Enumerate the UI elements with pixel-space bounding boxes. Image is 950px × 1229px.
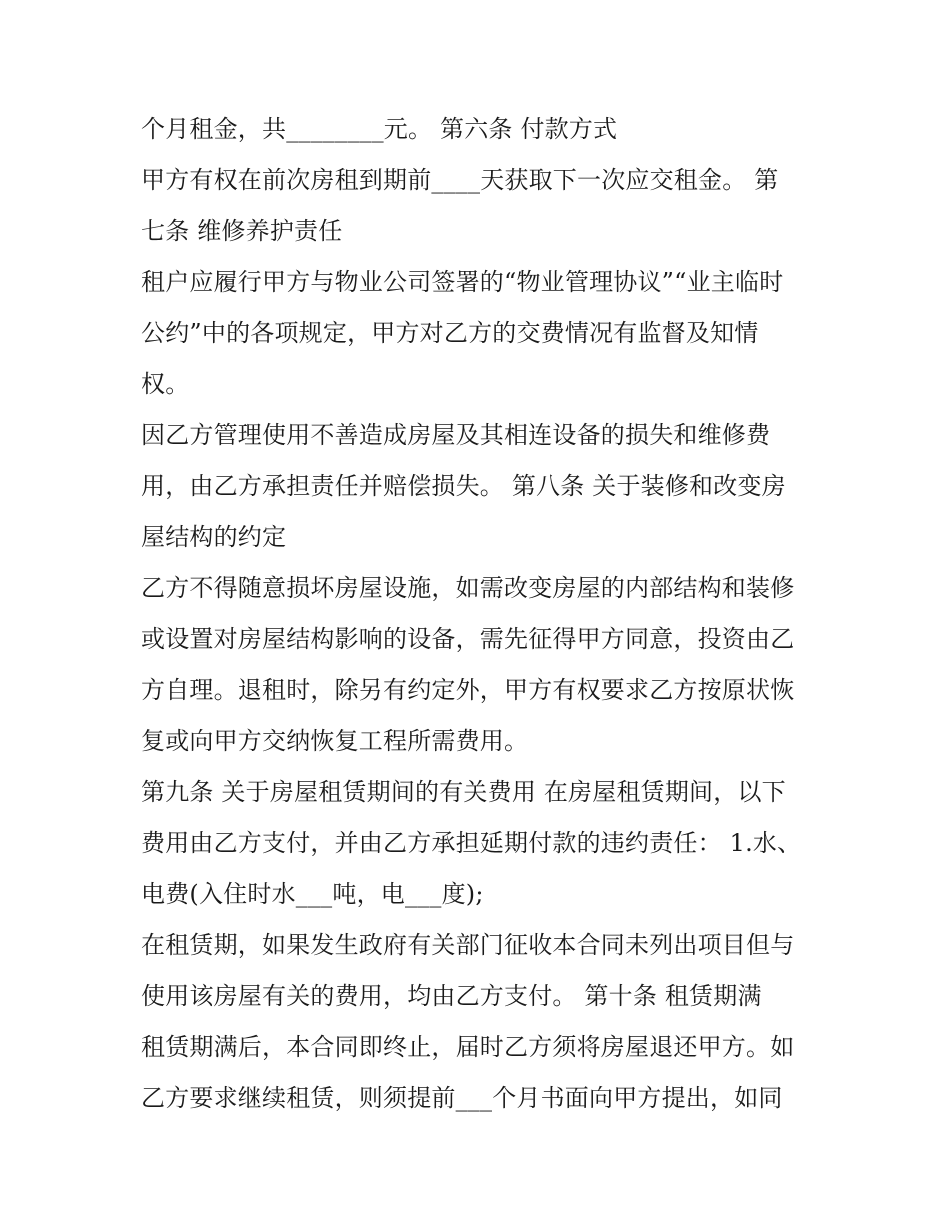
text-line: 公约”中的各项规定，甲方对乙方的交费情况有监督及知情 bbox=[141, 319, 759, 347]
text-line: 第九条 关于房屋租赁期间的有关费用 在房屋租赁期间，以下 bbox=[141, 778, 786, 806]
text-line: 乙方不得随意损坏房屋设施，如需改变房屋的内部结构和装修 bbox=[141, 574, 795, 602]
text-line: 因乙方管理使用不善造成房屋及其相连设备的损失和维修费 bbox=[141, 421, 771, 449]
text-line: 方自理。退租时，除另有约定外，甲方有权要求乙方按原状恢 bbox=[141, 676, 795, 704]
text-line: 费用由乙方支付，并由乙方承担延期付款的违约责任： 1.水、 bbox=[141, 829, 802, 857]
text-line: 用，由乙方承担责任并赔偿损失。 第八条 关于装修和改变房 bbox=[141, 472, 786, 500]
text-line: 使用该房屋有关的费用，均由乙方支付。 第十条 租赁期满 bbox=[141, 982, 762, 1010]
text-line: 在租赁期，如果发生政府有关部门征收本合同未列出项目但与 bbox=[141, 931, 795, 959]
text-line: 租户应履行甲方与物业公司签署的“物业管理协议”“业主临时 bbox=[141, 268, 784, 296]
text-line: 租赁期满后，本合同即终止，届时乙方须将房屋退还甲方。如 bbox=[141, 1033, 795, 1061]
text-line: 七条 维修养护责任 bbox=[141, 217, 343, 245]
text-line: 或设置对房屋结构影响的设备，需先征得甲方同意，投资由乙 bbox=[141, 625, 795, 653]
text-line: 电费(入住时水___吨，电___度); bbox=[141, 880, 484, 908]
text-line: 个月租金，共________元。 第六条 付款方式 bbox=[141, 115, 618, 143]
text-line: 乙方要求继续租赁，则须提前___个月书面向甲方提出，如同 bbox=[141, 1084, 783, 1112]
text-line: 权。 bbox=[141, 370, 190, 398]
text-line: 复或向甲方交纳恢复工程所需费用。 bbox=[141, 727, 529, 755]
contract-text-body bbox=[141, 104, 831, 1124]
text-line: 甲方有权在前次房租到期前____天获取下一次应交租金。 第 bbox=[141, 166, 779, 194]
text-line: 屋结构的约定 bbox=[141, 523, 287, 551]
